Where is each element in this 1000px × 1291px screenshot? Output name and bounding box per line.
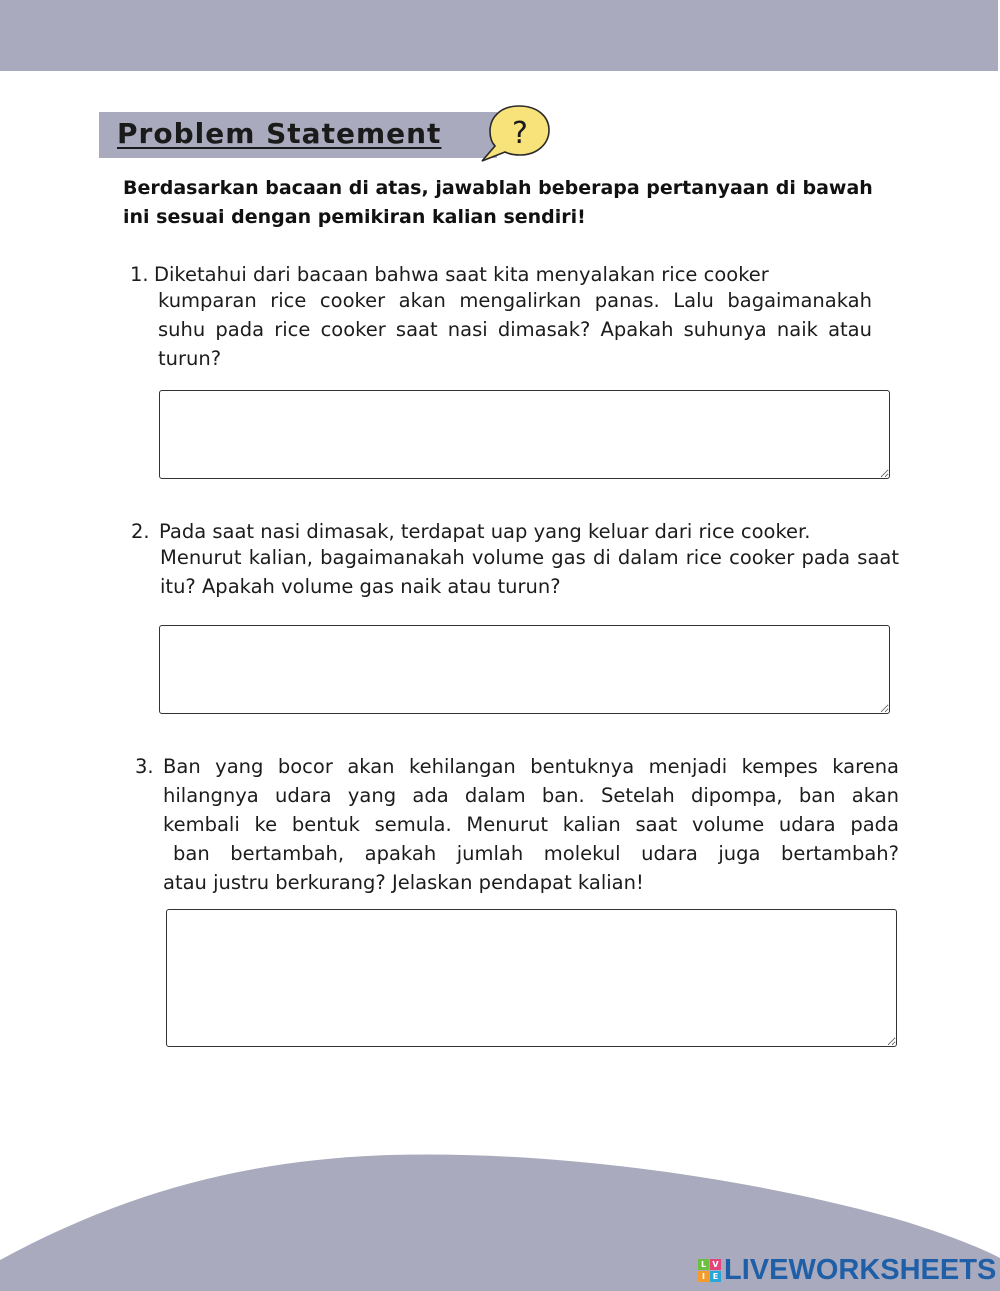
page-title: Problem Statement: [117, 117, 442, 150]
question-number: 3.: [135, 755, 154, 778]
question-number: 1.: [130, 263, 149, 286]
question-mark: ?: [512, 116, 528, 151]
question-number: 2.: [131, 520, 150, 543]
liveworksheets-logo: [698, 1254, 996, 1286]
question-bubble-icon: [476, 103, 554, 165]
logo-square: I: [698, 1271, 709, 1282]
question-text-line: atau justru berkurang? Jelaskan pendapat kalian!: [163, 871, 644, 894]
logo-mark-icon: [698, 1259, 709, 1282]
logo-mark-icon: [710, 1259, 721, 1282]
question-text-line: ban bertambah, apakah jumlah molekul udara juga bertambah?: [173, 842, 899, 865]
question-2: [131, 517, 899, 601]
intro-instruction: Berdasarkan bacaan di atas, jawablah beberapa pertanyaan di bawah ini sesuai dengan pemikiran kalian sendiri!: [123, 177, 873, 228]
answer-box-3[interactable]: [166, 909, 897, 1047]
question-3: [135, 752, 899, 897]
question-1: [130, 260, 872, 373]
logo-text: LIVEWORKSHEETS: [724, 1254, 997, 1286]
answer-box-1[interactable]: [159, 390, 890, 479]
logo-square: E: [710, 1271, 721, 1282]
question-text-line: Diketahui dari bacaan bahwa saat kita menyalakan rice cooker: [154, 263, 769, 286]
logo-square: V: [710, 1259, 721, 1270]
top-decor-band: [0, 0, 998, 71]
question-text: kumparan rice cooker akan mengalirkan panas. Lalu bagaimanakah suhu pada rice cooker saat nasi dimasak? Apakah suhunya naik atau turun?: [158, 289, 872, 370]
question-text-line: Ban yang bocor akan kehilangan bentuknya menjadi kempes karena: [163, 755, 899, 778]
answer-box-2[interactable]: [159, 625, 890, 714]
question-text: Menurut kalian, bagaimanakah volume gas di dalam rice cooker pada saat itu? Apakah volume gas naik atau turun?: [160, 546, 899, 598]
question-text-line: hilangnya udara yang ada dalam ban. Setelah dipompa, ban akan: [163, 784, 899, 807]
logo-square: L: [698, 1259, 709, 1270]
question-text-line: Pada saat nasi dimasak, terdapat uap yang keluar dari rice cooker.: [159, 520, 811, 543]
question-text-line: kembali ke bentuk semula. Menurut kalian saat volume udara pada: [163, 813, 899, 836]
